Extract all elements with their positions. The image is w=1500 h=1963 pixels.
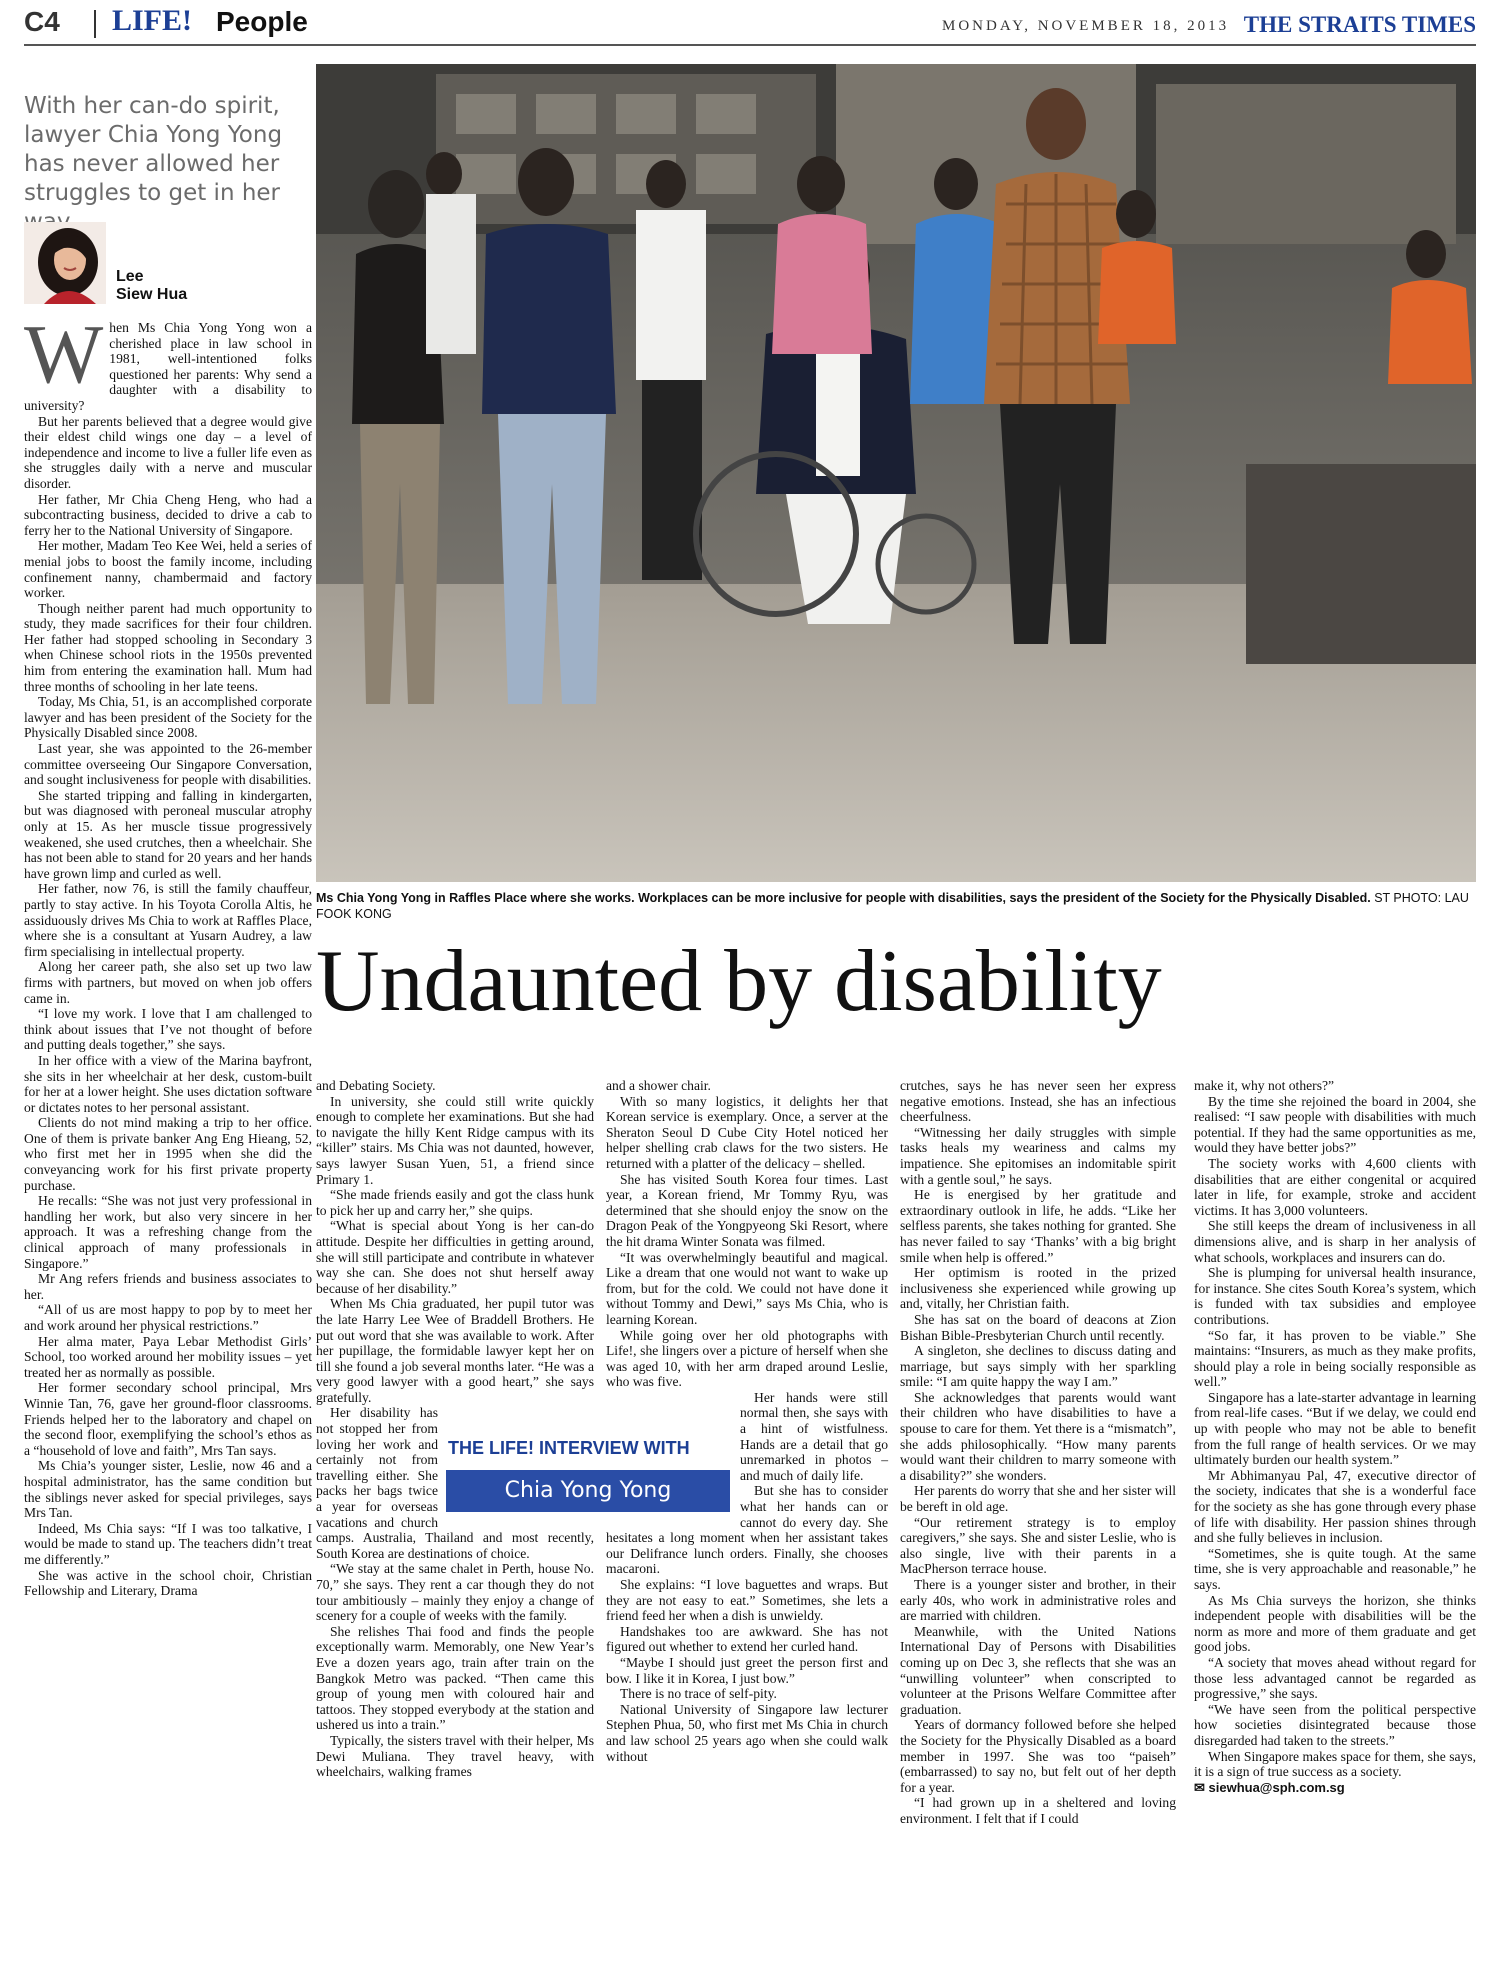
paragraph: Mr Ang refers friends and business associates to her. — [24, 1271, 312, 1302]
paragraph: make it, why not others?” — [1194, 1078, 1335, 1093]
photo-credit: ST PHOTO: LAU FOOK KONG — [316, 891, 1469, 921]
paragraph: “What is special about Yong is her can-do attitude. Despite her difficulties in getting around, she will still participate and contribute in whatever way she can. She does not shut herself away because of her disability.” — [316, 1218, 594, 1296]
paragraph: “We have seen from the political perspective how societies disintegrated because those disregarded had taken to the streets.” — [1194, 1701, 1476, 1748]
photo-caption — [316, 890, 1476, 922]
paragraph: hen Ms Chia Yong Yong won a cherished place in law school in 1981, well-intentioned folks questioned her parents: Why send a daughter with a disability to university? — [24, 320, 312, 413]
paragraph: “We stay at the same chalet in Perth, house No. 70,” she says. They rent a car though they do not tour ambitiously – mainly they enjoy a change of scenery for a couple of weeks with the family. — [316, 1561, 594, 1624]
paragraph: “Sometimes, she is quite tough. At the same time, she is very approachable and reasonable,” he says. — [1194, 1545, 1476, 1592]
paragraph: Singapore has a late-starter advantage in learning from real-life cases. “But if we delay, we could end up with people who may not be able to benefit from the full range of health services. Or we may ultimately burden our health system.” — [1194, 1389, 1476, 1468]
page-number: C4 — [24, 6, 60, 37]
paragraph: “I had grown up in a sheltered and loving environment. I felt that if I could — [900, 1795, 1176, 1826]
paragraph: She relishes Thai food and finds the people exceptionally warm. Memorably, one New Year’s Eve a dozen years ago, train after train on the Bangkok Metro was packed. “Then came this group of young men with coloured hair and tattoos. They stopped everybody at the station and ushered us into a train.” — [316, 1623, 594, 1733]
paragraph: There is a younger sister and brother, in their early 40s, who work in administrative roles and are married with children. — [900, 1577, 1176, 1624]
paragraph: Mr Abhimanyau Pal, 47, executive director of the society, indicates that she is a wonderful face for the society as she has gone through every phase of life with disability. Her passion shines through and she fully believes in inclusion. — [1194, 1467, 1476, 1546]
paragraph: By the time she rejoined the board in 2004, she realised: “I saw people with disabilities with much potential. If they had the same opportunities as me, would they have better jobs?” — [1194, 1093, 1476, 1156]
paragraph: She started tripping and falling in kindergarten, but was diagnosed with peroneal muscular atrophy only at 15. As her muscle tissue progressively weakened, she used crutches, then a wheelchair. She has not been able to stand for 20 years and her hands have grown limp and curled as well. — [24, 787, 312, 881]
mail-icon: ✉ — [1194, 1779, 1209, 1795]
paragraph: Today, Ms Chia, 51, is an accomplished corporate lawyer and has been president of the Society for the Physically Disabled since 2008. — [24, 694, 312, 741]
paragraph: Handshakes too are awkward. She has not figured out whether to extend her curled hand. — [606, 1623, 888, 1655]
paragraph: She has visited South Korea four times. Last year, a Korean friend, Mr Tommy Ryu, was determined that she should enjoy the snow on the Dragon Peak of the Yongpyeong Ski Resort, where the hit drama Winter Sonata was filmed. — [606, 1171, 888, 1249]
paragraph: She is plumping for universal health insurance, for instance. She cites South Korea’s system, which is funded with tax subsidies and employee contributions. — [1194, 1265, 1476, 1327]
paragraph: While going over her old photographs with Life!, she lingers over a picture of herself when she was aged 10, with her arm draped around Leslie, who was five. — [606, 1327, 888, 1390]
author-last-name: Siew Hua — [116, 286, 188, 303]
paragraph: “A society that moves ahead without regard for those less advantaged cannot be regarded as progressive,” she says. — [1194, 1654, 1476, 1702]
paragraph: and a shower chair. — [606, 1078, 711, 1093]
paragraph: “Witnessing her daily struggles with simple tasks heals my weariness and calms my impatience. She epitomises an indomitable spirit with a gentle soul,” he says. — [900, 1124, 1176, 1187]
interview-label: THE LIFE! INTERVIEW WITH — [448, 1438, 690, 1458]
paragraph: “It was overwhelmingly beautiful and magical. Like a dream that one would not want to wake up from, but for the cold. We could not have done it without Tommy and Dewi,” says Ms Chia, who is learning Korean. — [606, 1249, 888, 1327]
paragraph: She has sat on the board of deacons at Zion Bishan Bible-Presbyterian Church until recently. — [900, 1311, 1176, 1343]
paragraph: Ms Chia’s younger sister, Leslie, now 46 and a hospital administrator, has the same condition but the siblings never asked for special privileges, says Mrs Tan. — [24, 1458, 312, 1521]
paragraph: Meanwhile, with the United Nations International Day of Persons with Disabilities coming up on Dec 3, she reflects that she was an “unwilling volunteer” when conscripted to volunteer at the Prisons Welfare Committee after graduation. — [900, 1623, 1176, 1717]
paragraph: When Singapore makes space for them, she says, it is a sign of true success as a society. — [1194, 1748, 1476, 1780]
paragraph: Her optimism is rooted in the prized inclusiveness she experienced while growing up and, vitally, her Christian faith. — [900, 1265, 1176, 1312]
author-avatar — [24, 222, 106, 304]
paragraph: In her office with a view of the Marina bayfront, she sits in her wheelchair at her desk, custom-built for her at a lower height. She uses dictation software or dictates notes to her personal assistant. — [24, 1052, 312, 1115]
paragraph: Though neither parent had much opportunity to study, they made sacrifices for their four children. Her father had stopped schooling in Secondary 3 when Chinese school riots in the 1950s prevented him from entering the examination hall. Mum had three months of schooling in her late teens. — [24, 600, 312, 694]
article-column-4 — [900, 1078, 1176, 1827]
paragraph: “So far, it has proven to be viable.” She maintains: “Insurers, as much as they make profits, should play a role in being socially responsible as well.” — [1194, 1327, 1476, 1390]
paragraph: crutches, says he has never seen her express negative emotions. Instead, she has an infectious cheerfulness. — [900, 1078, 1176, 1125]
paragraph: There is no trace of self-pity. — [620, 1686, 777, 1702]
paragraph: She still keeps the dream of inclusiveness in all dimensions alive, and is sharp in her analysis of what schools, workplaces and insurers can do. — [1194, 1218, 1476, 1265]
paragraph: “She made friends easily and got the class hunk to pick her up and carry her,” she quips. — [316, 1187, 594, 1218]
publication-name: THE STRAITS TIMES — [1243, 12, 1476, 37]
section-brand: LIFE! — [112, 4, 193, 37]
main-photo — [316, 64, 1476, 882]
article-column-3 — [606, 1078, 888, 1764]
paragraph: He is energised by her gratitude and extraordinary outlook in life, he adds. “Like her selfless parents, she takes nothing for granted. She has never failed to say ‘Thanks’ with a big bright smile when help is offered.” — [900, 1187, 1176, 1265]
interview-box — [438, 1436, 740, 1520]
paragraph: But her parents believed that a degree would give their eldest child wings one day – a level of independence and income to live a fuller life even as she struggles daily with a nerve and muscular disorder. — [24, 413, 312, 491]
paragraph: and Debating Society. — [316, 1078, 436, 1093]
email-address: siewhua@sph.com.sg — [1208, 1779, 1345, 1795]
paragraph: “Maybe I should just greet the person first and bow. I like it in Korea, I just bow.” — [606, 1654, 888, 1686]
paragraph: A singleton, she declines to discuss dating and marriage, but says simply with her sparkling smile: “I am quite happy the way I am.” — [900, 1343, 1176, 1390]
paragraph: She explains: “I love baguettes and wraps. But they are not easy to eat.” Sometimes, she lets a friend feed her when a dish is unwieldy. — [606, 1577, 888, 1624]
interviewee-name: Chia Yong Yong — [446, 1470, 730, 1512]
header-rule — [24, 44, 1476, 46]
paragraph: Last year, she was appointed to the 26-member committee overseeing Our Singapore Conversation, and sought inclusiveness for people with disabilities. — [24, 741, 312, 788]
paragraph: Her father, Mr Chia Cheng Heng, who had a subcontracting business, decided to drive a cab to ferry her to the National University of Singapore. — [24, 491, 312, 538]
paragraph: Her former secondary school principal, Mrs Winnie Tan, 76, gave her ground-floor classrooms. Friends helped her to the laboratory and chapel on the second floor, exemplifying the school’s ethos as a “household of love and faith”, Mrs Tan says. — [24, 1380, 312, 1458]
paragraph: Her disability has not stopped her from loving her work and certainly not from travelling either. She packs her bags twice a year for overseas vacations and church camps. Australia, Thailand and most recently, South Korea are destinations of choice. — [316, 1405, 594, 1561]
author-email — [1194, 1780, 1476, 1796]
paragraph: Along her career path, she also set up two law firms with partners, but moved on when job offers came in. — [24, 959, 312, 1006]
paragraph: Indeed, Ms Chia says: “If I was too talkative, I would be made to stand up. The teachers didn’t treat me differently.” — [24, 1520, 312, 1567]
page-header — [24, 6, 1476, 42]
issue-date: MONDAY, NOVEMBER 18, 2013 — [942, 18, 1230, 34]
author-name — [116, 268, 187, 304]
paragraph: Her alma mater, Paya Lebar Methodist Girls’ School, too worked around her mobility issues – yet treated her as normally as possible. — [24, 1333, 312, 1380]
paragraph: He recalls: “She was not just very professional in handling her work, but also very sincere in her approach. It was a refreshing change from the clinical approach of many professionals in Singapore.” — [24, 1193, 312, 1271]
article-column-5 — [1194, 1078, 1476, 1795]
paragraph: “Our retirement strategy is to employ caregivers,” she says. She and sister Leslie, who is also single, live with their parents in a MacPherson terrace house. — [900, 1514, 1176, 1577]
paragraph: Her parents do worry that she and her sister will be bereft in old age. — [900, 1483, 1176, 1515]
headline: Undaunted by disability — [316, 933, 1162, 1030]
paragraph: Her hands were still normal then, she says with a hint of wistfulness. Hands are a detail that go unremarked in photos – and much of daily life. — [740, 1389, 888, 1483]
paragraph: Clients do not mind making a trip to her office. One of them is private banker Ang Eng Hieang, 52, who first met her in 1995 when she did the conveyancing work for his first private property purchase. — [24, 1115, 312, 1193]
section-name: People — [216, 6, 308, 37]
article-column-2 — [316, 1078, 594, 1780]
article-column-1 — [24, 308, 312, 1599]
byline — [24, 222, 314, 306]
paragraph: National University of Singapore law lecturer Stephen Phua, 50, who first met Ms Chia in church and law school 25 years ago when she could walk without — [606, 1701, 888, 1764]
paragraph: She acknowledges that parents would want their children who have disabilities to have a spouse to care for them. Yet there is a “mismatch”, she adds philosophically. “How many parents would want their children to marry someone with a disability?” she wonders. — [900, 1389, 1176, 1483]
paragraph: She was active in the school choir, Christian Fellowship and Literary, Drama — [24, 1567, 312, 1599]
paragraph: Typically, the sisters travel with their helper, Ms Dewi Muliana. They travel heavy, with wheelchairs, walking frames — [316, 1732, 594, 1780]
paragraph: As Ms Chia surveys the horizon, she thinks independent people with disabilities will be the norm as more and more of them graduate and get good jobs. — [1194, 1592, 1476, 1655]
paragraph: “I love my work. I love that I am challenged to think about issues that I’ve not thought of before and putting deals together,” she says. — [24, 1006, 312, 1053]
paragraph: “All of us are most happy to pop by to meet her and work around her physical restrictions.” — [24, 1302, 312, 1333]
paragraph: With so many logistics, it delights her that Korean service is exemplary. Once, a server at the Sheraton Seoul D Cube City Hotel noticed her helper shelling crab claws for the two sisters. He returned with a platter of the delicacy – shelled. — [606, 1093, 888, 1171]
paragraph: Her mother, Madam Teo Kee Wei, held a series of menial jobs to boost the family income, including confinement nanny, chambermaid and factory worker. — [24, 538, 312, 601]
caption-text: Ms Chia Yong Yong in Raffles Place where she works. Workplaces can be more inclusive for people with disabilities, says the president of the Society for the Physically Disabled. — [316, 891, 1371, 905]
dropcap: W — [24, 308, 104, 401]
paragraph: When Ms Chia graduated, her pupil tutor was the late Harry Lee Wee of Braddell Brothers. He put out word that she was available to work. After her pupillage, the formidable lawyer kept her on till she found a job several months later. “He was a very good lawyer with a good heart,” she says gratefully. — [316, 1296, 594, 1405]
author-first-name: Lee — [116, 268, 144, 285]
header-divider — [94, 10, 96, 38]
paragraph: Years of dormancy followed before she helped the Society for the Physically Disabled as a board member in 1997. She was too “paiseh” (embarrassed) to say no, but felt out of her depth for a year. — [900, 1717, 1176, 1795]
paragraph: The society works with 4,600 clients with disabilities that are either congenital or acquired later in life, for example, stroke and accident victims. It has 3,000 volunteers. — [1194, 1155, 1476, 1218]
paragraph: In university, she could still write quickly enough to complete her examinations. But she had to navigate the hilly Kent Ridge campus with its “killer” stairs. Ms Chia was not daunted, however, says lawyer Susan Yuen, 51, a friend since Primary 1. — [316, 1093, 594, 1187]
paragraph: But she has to consider what her hands can or cannot do every day. She hesitates a long moment when her assistant takes our Delifrance lunch orders. Finally, she chooses macaroni. — [606, 1483, 888, 1577]
standfirst: With her can-do spirit, lawyer Chia Yong Yong has never allowed her struggles to get in her — [24, 93, 283, 206]
paragraph: Her father, now 76, is still the family chauffeur, partly to stay active. In his Toyota Corolla Altis, he assiduously drives Ms Chia to work at Raffles Place, where she is a consultant at Yusarn Audrey, a law firm specialising in intellectual property. — [24, 881, 312, 959]
